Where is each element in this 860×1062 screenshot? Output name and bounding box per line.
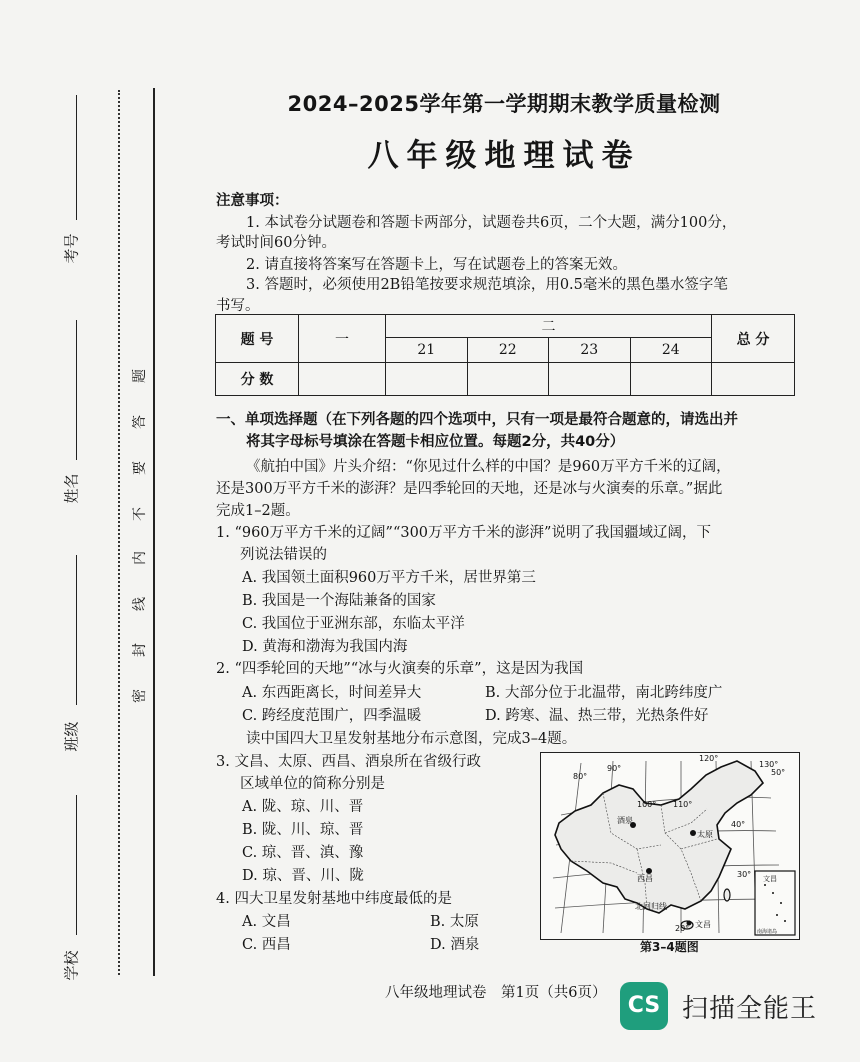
answer-option: A. 陇、琼、川、晋 xyxy=(242,799,364,815)
place-label: 酒泉 xyxy=(617,816,633,825)
seal-char: 密 xyxy=(132,689,148,703)
answer-option: A. 东西距离长，时间差异大 xyxy=(242,685,422,701)
answer-option: C. 西昌 xyxy=(242,937,291,953)
scanner-app-name: 扫描全能王 xyxy=(682,994,818,1024)
lon-label: 80° xyxy=(573,772,588,781)
answer-option: B. 我国是一个海陆兼备的国家 xyxy=(242,593,436,609)
answer-option: B. 太原 xyxy=(430,914,479,930)
sub-question-number: 24 xyxy=(630,338,712,363)
lon-label: 90° xyxy=(607,764,622,773)
answer-option: D. 酒泉 xyxy=(430,937,480,953)
answer-option: C. 跨经度范围广，四季温暖 xyxy=(242,708,422,724)
lat-label: 40° xyxy=(731,820,746,829)
question-stem: 4. 四大卫星发射基地中纬度最低的是 xyxy=(216,891,452,907)
name-line xyxy=(76,320,77,460)
place-label: 西昌 xyxy=(637,874,653,883)
seal-char: 答 xyxy=(132,415,148,429)
answer-option: D. 黄海和渤海为我国内海 xyxy=(242,639,408,655)
lon-label: 100° xyxy=(637,800,657,809)
sub-question-number: 21 xyxy=(386,338,468,363)
score-cell xyxy=(549,363,631,396)
school-line xyxy=(76,795,77,935)
class-label: 班级 xyxy=(62,721,81,752)
page-info: 八年级地理试卷 第1页（共6页） xyxy=(385,985,607,1001)
place-label: 太原 xyxy=(697,830,713,839)
score-cell xyxy=(386,363,468,396)
answer-option: A. 我国领土面积960万平方千米，居世界第三 xyxy=(242,570,536,586)
total-header: 总 分 xyxy=(712,315,795,363)
inset-label: 文昌 xyxy=(763,875,777,883)
inset-caption: 南海诸岛 xyxy=(757,929,778,935)
question-stem: 1. “960万平方千米的辽阔”“300万平方千米的澎湃”说明了我国疆域辽阔，下 xyxy=(216,525,711,541)
exam-number-label: 考号 xyxy=(62,233,81,264)
lon-label: 110° xyxy=(673,800,693,809)
answer-option: A. 文昌 xyxy=(242,914,291,930)
intro-line: 还是300万平方千米的澎湃？是四季轮回的天地，还是冰与火演奏的乐章。”据此 xyxy=(216,481,723,497)
sub-question-number: 22 xyxy=(467,338,549,363)
class-line xyxy=(76,555,77,705)
sub-question-number: 23 xyxy=(549,338,631,363)
score-cell xyxy=(467,363,549,396)
lon-label: 120° xyxy=(699,754,719,763)
seal-char: 要 xyxy=(132,461,148,475)
seal-char: 封 xyxy=(132,643,148,657)
intro-line: 完成1–2题。 xyxy=(216,503,300,519)
site-marker xyxy=(690,830,696,836)
score-cell xyxy=(630,363,712,396)
notice-line: 2. 请直接将答案写在答题卡上，写在试题卷上的答案无效。 xyxy=(246,257,627,273)
notice-line: 1. 本试卷分试题卷和答题卡两部分，试题卷共6页，二个大题，满分100分， xyxy=(246,215,737,231)
school-label: 学校 xyxy=(62,950,81,981)
place-label: 文昌 xyxy=(695,920,711,929)
question-stem: 3. 文昌、太原、西昌、酒泉所在省级行政 xyxy=(216,754,481,770)
section-heading: 一、单项选择题（在下列各题的四个选项中，只有一项是最符合题意的，请选出并 xyxy=(216,412,738,428)
place-label: 北回归线 xyxy=(635,902,667,911)
answer-option: B. 大部分位于北温带，南北跨纬度广 xyxy=(485,685,723,701)
china-map xyxy=(541,753,799,939)
notice-line: 考试时间60分钟。 xyxy=(216,235,336,251)
notice-line: 书写。 xyxy=(216,298,260,314)
lat-label: 50° xyxy=(771,768,786,777)
subject-title: 八年级地理试卷 xyxy=(367,138,641,174)
answer-option: D. 琼、晋、川、陇 xyxy=(242,868,364,884)
question-stem: 列说法错误的 xyxy=(240,547,327,563)
seal-dotted-line xyxy=(118,90,120,975)
part-one-header: 一 xyxy=(299,315,386,363)
map-caption: 第3–4题图 xyxy=(640,940,699,954)
seal-char: 线 xyxy=(132,597,148,611)
scanner-app-logo: CS xyxy=(620,982,668,1030)
seal-char: 内 xyxy=(132,551,148,565)
section-heading: 将其字母标号填涂在答题卡相应位置。每题2分，共40分） xyxy=(246,434,625,450)
exam-title: 2024–2025学年第一学期期末教学质量检测 xyxy=(287,92,721,116)
answer-option: C. 我国位于亚洲东部，东临太平洋 xyxy=(242,616,465,632)
seal-solid-line xyxy=(153,88,155,976)
score-row-label: 分 数 xyxy=(216,363,299,396)
lon-label: 130° xyxy=(759,760,779,769)
answer-option: D. 跨寒、温、热三带，光热条件好 xyxy=(485,708,709,724)
lat-label: 20° xyxy=(675,924,690,933)
map-intro: 读中国四大卫星发射基地分布示意图，完成3–4题。 xyxy=(246,731,577,747)
name-label: 姓名 xyxy=(62,473,81,504)
notice-line: 3. 答题时，必须使用2B铅笔按要求规范填涂，用0.5毫米的黑色墨水签字笔 xyxy=(246,277,728,293)
seal-char: 不 xyxy=(132,507,148,521)
question-number-header: 题 号 xyxy=(216,315,299,363)
seal-char: 题 xyxy=(132,369,148,383)
lat-label: 30° xyxy=(737,870,752,879)
question-stem: 区域单位的简称分别是 xyxy=(240,776,385,792)
part-two-header: 二 xyxy=(386,315,712,338)
answer-option: B. 陇、川、琼、晋 xyxy=(242,822,364,838)
china-map-figure xyxy=(540,752,800,940)
score-cell xyxy=(299,363,386,396)
notice-heading: 注意事项： xyxy=(216,193,289,209)
score-cell xyxy=(712,363,795,396)
score-table xyxy=(215,314,795,396)
question-stem: 2. “四季轮回的天地”“冰与火演奏的乐章”，这是因为我国 xyxy=(216,661,584,677)
intro-line: 《航拍中国》片头介绍：“你见过什么样的中国？是960万平方千米的辽阔， xyxy=(246,459,731,475)
answer-option: C. 琼、晋、滇、豫 xyxy=(242,845,364,861)
